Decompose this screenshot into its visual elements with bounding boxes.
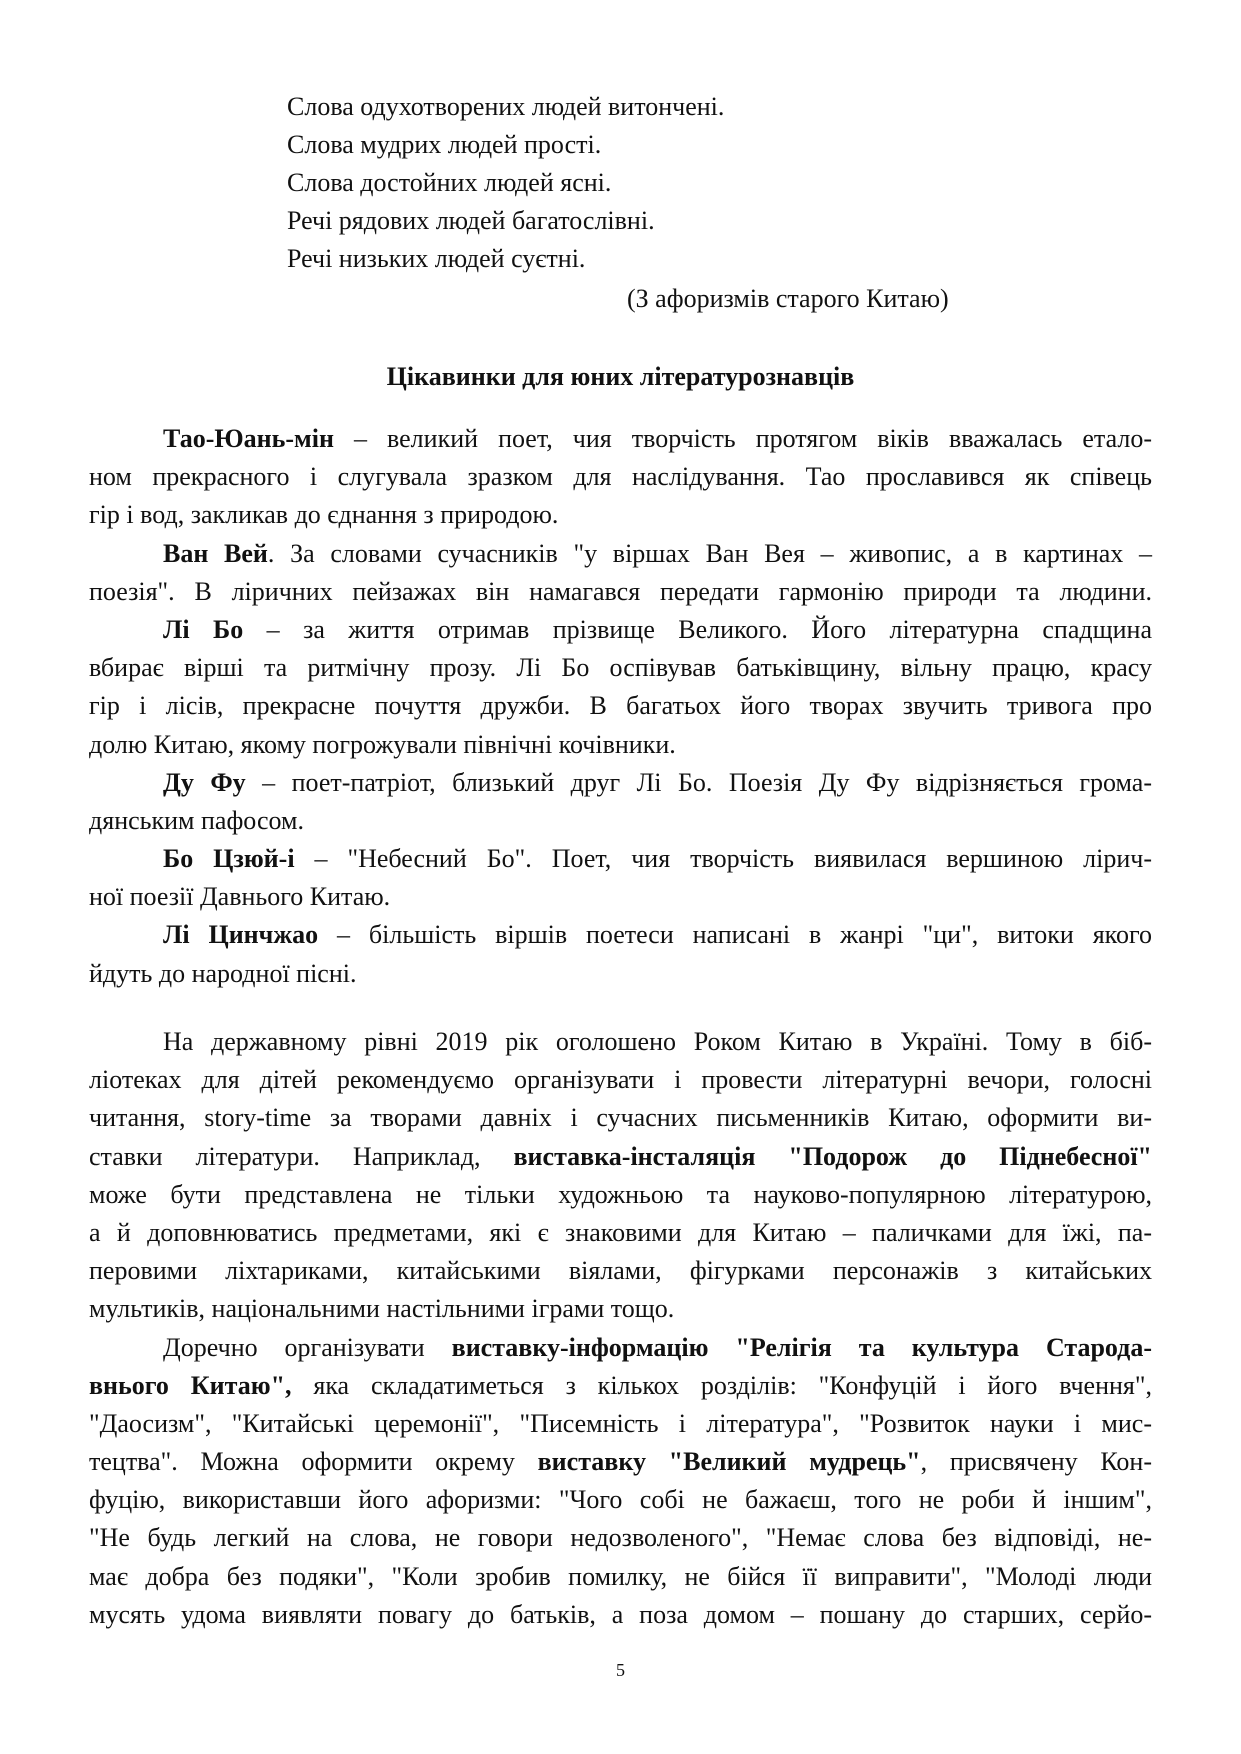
poem-line: Слова одухотворених людей витончені. bbox=[287, 92, 725, 121]
text-line: "Не будь легкий на слова, не говори недозволеного", "Немає слова без відповіді, не- bbox=[89, 1523, 1152, 1553]
text-line: Ду Фу – поет-патріот, близький друг Лі Бо. Поезія Ду Фу відрізняється грома- bbox=[163, 767, 1153, 797]
author-name: Лі Цинчжао bbox=[163, 920, 319, 950]
text-line: мусять удома виявляти повагу до батьків, а поза домом – пошану до старших, серйо- bbox=[89, 1599, 1152, 1629]
text-line: тецтва". Можна оформити окрему виставку "Великий мудрець", присвячену Кон- bbox=[89, 1447, 1152, 1477]
poem-line: Слова достойних людей ясні. bbox=[287, 168, 612, 197]
text-line: фуцію, використавши його афоризми: "Чого собі не бажаєш, того не роби й іншим", bbox=[89, 1485, 1152, 1515]
text-line: ної поезії Давнього Китаю. bbox=[89, 882, 391, 912]
text-line: ставки літератури. Наприклад, виставка-інсталяція "Подорож до Піднебесної" bbox=[89, 1141, 1152, 1171]
text-line: дянським пафосом. bbox=[89, 805, 304, 835]
epigraph-poem bbox=[287, 88, 724, 278]
text-line: Лі Цинчжао – більшість віршів поетеси написані в жанрі "ци", витоки якого bbox=[163, 920, 1152, 950]
author-name: Тао-Юань-мін bbox=[163, 424, 334, 453]
text-line: читання, story-time за творами давніх і сучасних письменників Китаю, оформити ви- bbox=[89, 1103, 1152, 1133]
section-heading: Цікавинки для юних літературознавців bbox=[386, 362, 855, 391]
text-line: ліотеках для дітей рекомендуємо організувати і провести літературні вечори, голосні bbox=[89, 1065, 1152, 1095]
text-line: "Даосизм", "Китайські церемонії", "Писемність і література", "Розвиток науки і мис- bbox=[89, 1408, 1152, 1438]
text-line: вбирає вірші та ритмічну прозу. Лі Бо оспівував батьківщину, вільну працю, красу bbox=[89, 653, 1152, 683]
authors-section bbox=[89, 420, 1152, 993]
exhibit-title: виставку-інформацію "Релігія та культура Стародa- bbox=[451, 1332, 1152, 1362]
text-line: мультиків, національними настільними іграми тощо. bbox=[89, 1294, 675, 1324]
text-line: а й доповнюватись предметами, які є знаковими для Китаю – паличками для їжі, па- bbox=[89, 1217, 1152, 1247]
text-line: внього Китаю", яка складатиметься з кількох розділів: "Конфуцій і його вчення", bbox=[89, 1370, 1153, 1400]
paragraph-year-of-china bbox=[89, 1023, 1152, 1634]
text-line: Тао-Юань-мін – великий поет, чия творчість протягом віків вважалась етало- bbox=[163, 424, 1152, 453]
poem-line: Речі низьких людей суєтні. bbox=[287, 244, 586, 273]
author-name: Ван Вей bbox=[163, 538, 268, 568]
poem-line: Слова мудрих людей прості. bbox=[287, 130, 602, 159]
poem-attribution: (З афоризмів старого Китаю) bbox=[627, 284, 949, 313]
text-line: На державному рівні 2019 рік оголошено Роком Китаю в Україні. Тому в біб- bbox=[163, 1027, 1152, 1056]
text-line: поезія". В ліричних пейзажах він намагався передати гармонію природи та людини. bbox=[89, 576, 1152, 606]
text-line: гір і вод, закликав до єднання з природою. bbox=[89, 500, 559, 530]
text-line: Бо Цзюй-і – "Небесний Бо". Поет, чия творчість виявилася вершиною лірич- bbox=[163, 844, 1153, 874]
text-line: ном прекрасного і слугувала зразком для наслідування. Тао прославився як співець bbox=[89, 462, 1152, 492]
text-line: долю Китаю, якому погрожували північні кочівники. bbox=[89, 729, 676, 759]
text-line: може бути представлена не тільки художньою та науково-популярною літературою, bbox=[89, 1179, 1152, 1209]
author-name: Лі Бо bbox=[163, 614, 244, 644]
text-line: Лі Бо – за життя отримав прізвище Великого. Його літературна спадщина bbox=[163, 614, 1152, 644]
exhibit-title: виставку "Великий мудрець" bbox=[537, 1447, 921, 1477]
exhibit-title: внього Китаю", bbox=[89, 1370, 292, 1400]
exhibit-title: виставка-інсталяція "Подорож до Піднебесної" bbox=[513, 1141, 1152, 1171]
page-number: 5 bbox=[616, 1660, 625, 1680]
poem-line: Речі рядових людей багатослівні. bbox=[287, 206, 655, 235]
text-line: має добра без подяки", "Коли зробив помилку, не бійся її виправити", "Молоді люди bbox=[89, 1561, 1152, 1591]
text-line: йдуть до народної пісні. bbox=[89, 958, 357, 988]
text-line: Ван Вей. За словами сучасників "у віршах Ван Вея – живопис, а в картинах – bbox=[163, 538, 1153, 568]
text-line: гір і лісів, прекрасне почуття дружби. В багатьох його творах звучить тривога про bbox=[89, 691, 1152, 721]
text-line: перовими ліхтариками, китайськими віялами, фігурками персонажів з китайських bbox=[89, 1256, 1152, 1286]
author-name: Ду Фу bbox=[163, 767, 246, 797]
author-name: Бо Цзюй-і bbox=[163, 844, 295, 874]
text-line: Доречно організувати виставку-інформацію "Релігія та культура Стародa- bbox=[163, 1332, 1152, 1362]
